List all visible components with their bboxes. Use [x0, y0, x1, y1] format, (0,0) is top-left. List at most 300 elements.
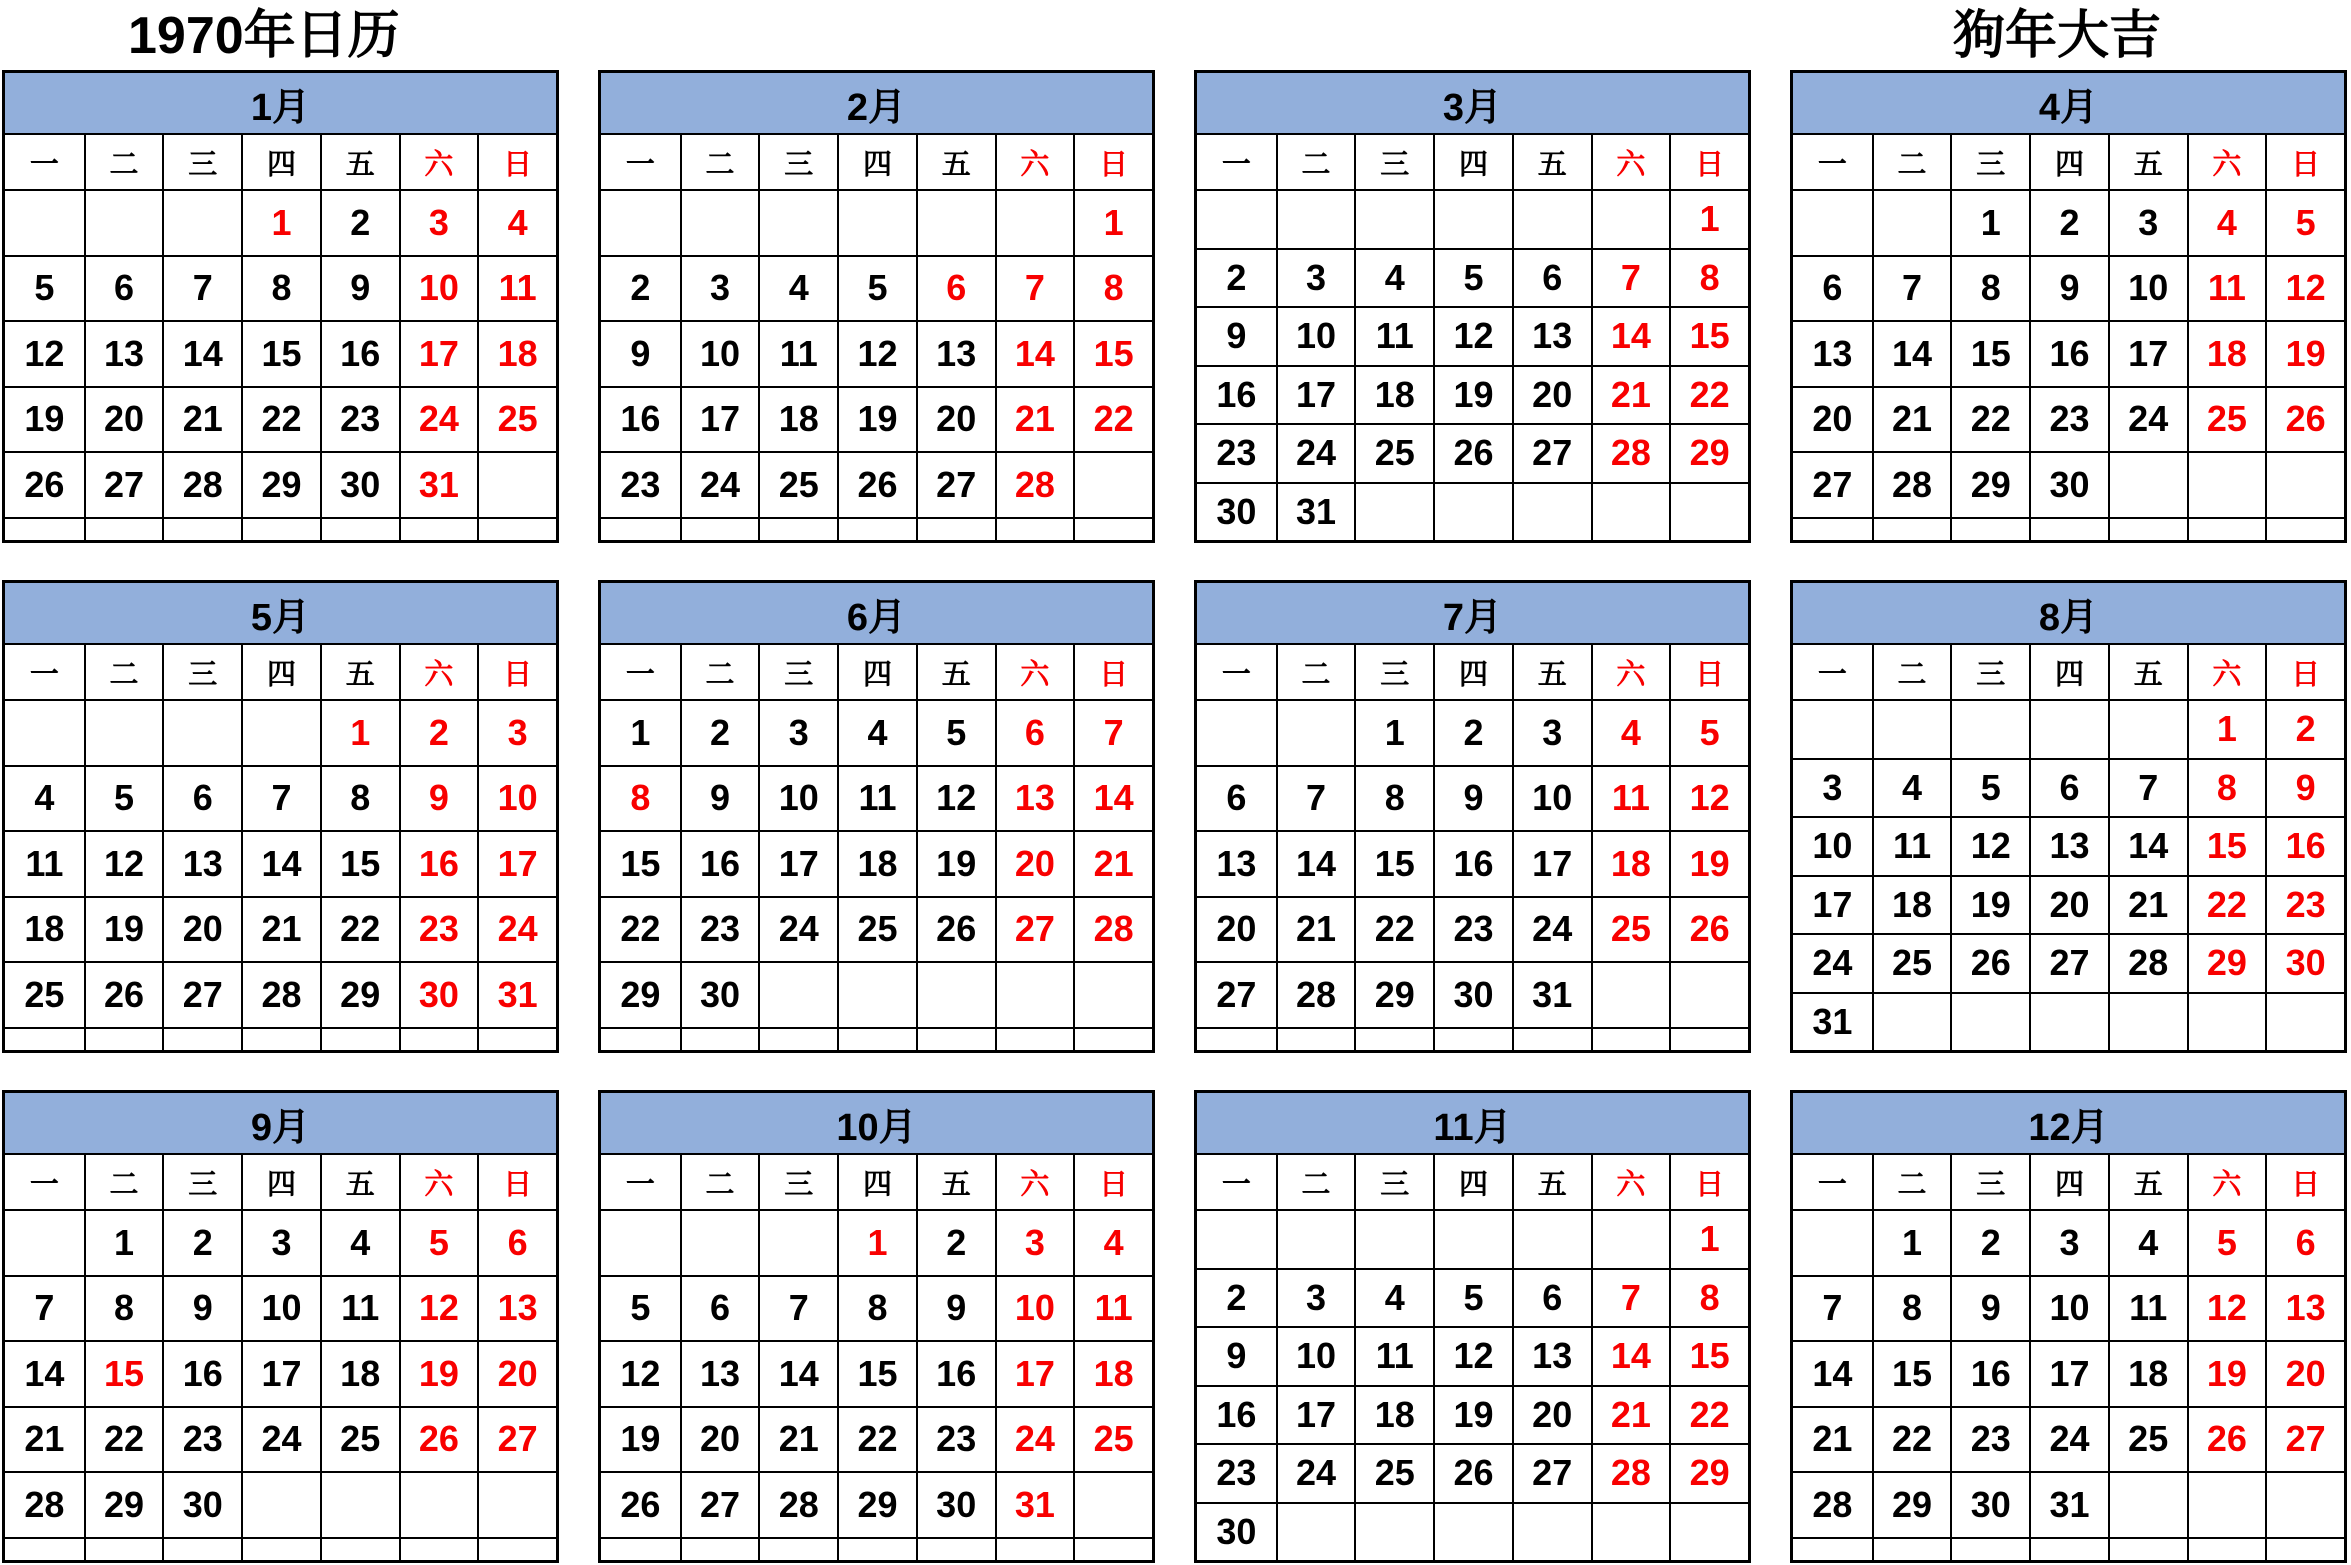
- date-cell-7月-3: 3: [1512, 699, 1591, 765]
- date-cell-empty: [1512, 482, 1591, 541]
- date-cell-6月-3: 3: [758, 699, 837, 765]
- date-cell-empty: [916, 1537, 995, 1561]
- date-cell-3月-7: 7: [1591, 248, 1670, 307]
- date-cell-8月-7: 7: [2108, 758, 2187, 817]
- date-cell-empty: [2108, 517, 2187, 541]
- date-cell-9月-15: 15: [84, 1340, 163, 1406]
- date-cell-7月-10: 10: [1512, 765, 1591, 831]
- date-cell-6月-1: 1: [601, 699, 680, 765]
- date-cell-1月-26: 26: [5, 451, 84, 517]
- date-cell-empty: [1073, 1471, 1152, 1537]
- weekday-label-五: 五: [1512, 135, 1591, 189]
- date-row: [601, 1340, 1152, 1406]
- date-row: [1197, 1326, 1748, 1385]
- month-11月: [1194, 1090, 1751, 1563]
- date-cell-empty: [1354, 1209, 1433, 1268]
- date-cell-empty: [1591, 961, 1670, 1027]
- date-cell-8月-3: 3: [1793, 758, 1872, 817]
- date-row: [1793, 699, 2344, 758]
- date-cell-10月-13: 13: [680, 1340, 759, 1406]
- date-cell-5月-14: 14: [241, 830, 320, 896]
- date-cell-7月-6: 6: [1197, 765, 1276, 831]
- weekday-label-六: 六: [1591, 645, 1670, 699]
- weekday-label-一: 一: [29, 1168, 59, 1201]
- date-cell-7月-15: 15: [1354, 830, 1433, 896]
- date-cell-7月-11: 11: [1591, 765, 1670, 831]
- date-row: [1197, 896, 1748, 962]
- weekday-label-六: 六: [1591, 1155, 1670, 1209]
- date-cell-empty: [2108, 451, 2187, 517]
- weekday-label-一: 一: [1221, 1168, 1251, 1201]
- month-title: 4月: [1793, 73, 2344, 135]
- month-title: 2月: [601, 73, 1152, 135]
- date-cell-7月-2: 2: [1433, 699, 1512, 765]
- weekday-label-二: 二: [1872, 135, 1951, 189]
- date-cell-empty: [477, 451, 556, 517]
- weekday-label-二: 二: [1276, 1155, 1355, 1209]
- date-cell-empty: [1433, 1209, 1512, 1268]
- date-cell-empty: [5, 517, 84, 541]
- date-cell-empty: [5, 1537, 84, 1561]
- date-cell-2月-28: 28: [995, 451, 1074, 517]
- date-row: [1793, 1471, 2344, 1537]
- date-row: [5, 1027, 556, 1051]
- date-cell-7月-21: 21: [1276, 896, 1355, 962]
- weekday-label-三: 三: [1354, 645, 1433, 699]
- weekday-label-五: 五: [320, 135, 399, 189]
- date-cell-4月-9: 9: [2029, 255, 2108, 321]
- weekday-label-二: 二: [680, 645, 759, 699]
- weekday-label-四: 四: [241, 1155, 320, 1209]
- date-cell-12月-11: 11: [2108, 1275, 2187, 1341]
- date-cell-empty: [399, 517, 478, 541]
- date-cell-empty: [1669, 961, 1748, 1027]
- date-cell-empty: [1073, 1027, 1152, 1051]
- date-cell-12月-31: 31: [2029, 1471, 2108, 1537]
- date-cell-6月-28: 28: [1073, 896, 1152, 962]
- month-title: 1月: [5, 73, 556, 135]
- weekday-label-六: 六: [995, 645, 1074, 699]
- date-cell-8月-30: 30: [2265, 933, 2344, 992]
- date-cell-4月-24: 24: [2108, 386, 2187, 452]
- date-cell-12月-30: 30: [1950, 1471, 2029, 1537]
- date-cell-empty: [601, 1027, 680, 1051]
- date-cell-1月-20: 20: [84, 386, 163, 452]
- date-cell-1月-21: 21: [162, 386, 241, 452]
- date-cell-5月-23: 23: [399, 896, 478, 962]
- date-cell-7月-29: 29: [1354, 961, 1433, 1027]
- date-cell-empty: [320, 1027, 399, 1051]
- date-cell-2月-7: 7: [995, 255, 1074, 321]
- date-row: [1793, 320, 2344, 386]
- date-cell-11月-8: 8: [1669, 1268, 1748, 1327]
- date-cell-empty: [84, 189, 163, 255]
- date-cell-4月-19: 19: [2265, 320, 2344, 386]
- date-cell-2月-17: 17: [680, 386, 759, 452]
- date-cell-10月-28: 28: [758, 1471, 837, 1537]
- date-row: [1197, 961, 1748, 1027]
- weekday-label-六: 六: [995, 135, 1074, 189]
- weekday-label-一: 一: [1817, 148, 1847, 181]
- date-cell-11月-10: 10: [1276, 1326, 1355, 1385]
- date-cell-2月-27: 27: [916, 451, 995, 517]
- date-cell-2月-11: 11: [758, 320, 837, 386]
- month-8月: [1790, 580, 2347, 1053]
- date-cell-1月-30: 30: [320, 451, 399, 517]
- weekday-header-row: [5, 1155, 556, 1209]
- date-cell-4月-27: 27: [1793, 451, 1872, 517]
- date-cell-empty: [995, 517, 1074, 541]
- weekday-label-六: 六: [1591, 135, 1670, 189]
- date-row: [601, 517, 1152, 541]
- date-cell-8月-26: 26: [1950, 933, 2029, 992]
- titlebar: [0, 0, 2351, 70]
- date-cell-12月-19: 19: [2187, 1340, 2266, 1406]
- date-cell-empty: [1073, 1537, 1152, 1561]
- date-cell-6月-11: 11: [837, 765, 916, 831]
- date-cell-empty: [1872, 517, 1951, 541]
- date-cell-empty: [2265, 992, 2344, 1051]
- date-cell-7月-22: 22: [1354, 896, 1433, 962]
- date-cell-9月-4: 4: [320, 1209, 399, 1275]
- date-cell-3月-24: 24: [1276, 423, 1355, 482]
- date-cell-empty: [1197, 699, 1276, 765]
- date-cell-11月-14: 14: [1591, 1326, 1670, 1385]
- date-row: [601, 1406, 1152, 1472]
- date-cell-5月-26: 26: [84, 961, 163, 1027]
- date-cell-3月-5: 5: [1433, 248, 1512, 307]
- date-cell-10月-8: 8: [837, 1275, 916, 1341]
- weekday-label-五: 五: [916, 1155, 995, 1209]
- weekday-label-五: 五: [916, 645, 995, 699]
- date-cell-empty: [916, 189, 995, 255]
- date-cell-9月-2: 2: [162, 1209, 241, 1275]
- date-cell-6月-18: 18: [837, 830, 916, 896]
- date-cell-empty: [680, 189, 759, 255]
- date-cell-4月-3: 3: [2108, 189, 2187, 255]
- date-cell-9月-14: 14: [5, 1340, 84, 1406]
- date-row: [1793, 1406, 2344, 1472]
- date-cell-8月-29: 29: [2187, 933, 2266, 992]
- date-cell-6月-26: 26: [916, 896, 995, 962]
- date-cell-empty: [1433, 1027, 1512, 1051]
- date-cell-12月-21: 21: [1793, 1406, 1872, 1472]
- date-cell-11月-19: 19: [1433, 1385, 1512, 1444]
- date-cell-1月-2: 2: [320, 189, 399, 255]
- date-cell-6月-15: 15: [601, 830, 680, 896]
- date-cell-1月-7: 7: [162, 255, 241, 321]
- date-row: [1793, 255, 2344, 321]
- date-cell-3月-22: 22: [1669, 365, 1748, 424]
- date-cell-3月-3: 3: [1276, 248, 1355, 307]
- date-cell-4月-21: 21: [1872, 386, 1951, 452]
- date-cell-6月-29: 29: [601, 961, 680, 1027]
- date-cell-12月-22: 22: [1872, 1406, 1951, 1472]
- date-cell-empty: [477, 1537, 556, 1561]
- date-cell-5月-27: 27: [162, 961, 241, 1027]
- date-cell-8月-10: 10: [1793, 816, 1872, 875]
- weekday-header-row: [601, 1155, 1152, 1209]
- date-cell-8月-31: 31: [1793, 992, 1872, 1051]
- date-cell-1月-8: 8: [241, 255, 320, 321]
- date-row: [5, 1471, 556, 1537]
- page-title-year: 1970年日历: [128, 7, 400, 65]
- date-cell-5月-30: 30: [399, 961, 478, 1027]
- weekday-label-三: 三: [1354, 135, 1433, 189]
- date-cell-empty: [601, 1537, 680, 1561]
- date-cell-4月-29: 29: [1950, 451, 2029, 517]
- date-cell-12月-6: 6: [2265, 1209, 2344, 1275]
- weekday-header-row: [5, 645, 556, 699]
- weekday-label-三: 三: [1950, 1155, 2029, 1209]
- date-cell-2月-10: 10: [680, 320, 759, 386]
- date-cell-empty: [162, 189, 241, 255]
- weekday-label-六: 六: [399, 135, 478, 189]
- date-cell-empty: [2029, 517, 2108, 541]
- date-cell-empty: [1433, 1502, 1512, 1561]
- weekday-label-四: 四: [2029, 1155, 2108, 1209]
- date-cell-empty: [162, 1537, 241, 1561]
- date-cell-9月-28: 28: [5, 1471, 84, 1537]
- date-cell-8月-21: 21: [2108, 875, 2187, 934]
- date-cell-empty: [241, 1027, 320, 1051]
- date-cell-11月-21: 21: [1591, 1385, 1670, 1444]
- date-cell-9月-21: 21: [5, 1406, 84, 1472]
- date-cell-empty: [2029, 992, 2108, 1051]
- date-cell-12月-18: 18: [2108, 1340, 2187, 1406]
- date-cell-1月-9: 9: [320, 255, 399, 321]
- date-cell-10月-17: 17: [995, 1340, 1074, 1406]
- date-cell-empty: [2265, 451, 2344, 517]
- date-cell-2月-18: 18: [758, 386, 837, 452]
- date-cell-empty: [995, 189, 1074, 255]
- date-cell-5月-12: 12: [84, 830, 163, 896]
- date-row: [1197, 1209, 1748, 1268]
- date-cell-9月-8: 8: [84, 1275, 163, 1341]
- date-cell-4月-20: 20: [1793, 386, 1872, 452]
- weekday-label-一: 一: [625, 148, 655, 181]
- date-cell-empty: [758, 961, 837, 1027]
- date-cell-empty: [5, 189, 84, 255]
- date-cell-8月-11: 11: [1872, 816, 1951, 875]
- date-cell-11月-18: 18: [1354, 1385, 1433, 1444]
- date-cell-empty: [84, 517, 163, 541]
- date-cell-8月-6: 6: [2029, 758, 2108, 817]
- date-cell-3月-10: 10: [1276, 306, 1355, 365]
- date-cell-1月-16: 16: [320, 320, 399, 386]
- date-cell-3月-21: 21: [1591, 365, 1670, 424]
- weekday-label-二: 二: [680, 135, 759, 189]
- date-cell-1月-11: 11: [477, 255, 556, 321]
- date-cell-7月-16: 16: [1433, 830, 1512, 896]
- date-cell-empty: [1276, 189, 1355, 248]
- date-cell-empty: [601, 189, 680, 255]
- weekday-label-五: 五: [1512, 1155, 1591, 1209]
- date-cell-3月-30: 30: [1197, 482, 1276, 541]
- date-cell-4月-10: 10: [2108, 255, 2187, 321]
- date-cell-empty: [1793, 699, 1872, 758]
- date-cell-2月-8: 8: [1073, 255, 1152, 321]
- date-cell-11月-12: 12: [1433, 1326, 1512, 1385]
- date-cell-12月-1: 1: [1872, 1209, 1951, 1275]
- date-cell-empty: [1354, 189, 1433, 248]
- date-row: [601, 189, 1152, 255]
- date-cell-1月-4: 4: [477, 189, 556, 255]
- date-cell-empty: [1872, 189, 1951, 255]
- date-cell-7月-31: 31: [1512, 961, 1591, 1027]
- date-cell-5月-7: 7: [241, 765, 320, 831]
- date-cell-empty: [477, 1471, 556, 1537]
- date-cell-10月-9: 9: [916, 1275, 995, 1341]
- date-cell-12月-23: 23: [1950, 1406, 2029, 1472]
- date-cell-12月-7: 7: [1793, 1275, 1872, 1341]
- weekday-label-二: 二: [84, 1155, 163, 1209]
- date-row: [5, 1340, 556, 1406]
- date-cell-11月-2: 2: [1197, 1268, 1276, 1327]
- date-cell-empty: [1669, 482, 1748, 541]
- date-cell-11月-20: 20: [1512, 1385, 1591, 1444]
- weekday-label-三: 三: [758, 135, 837, 189]
- weekday-label-二: 二: [1276, 645, 1355, 699]
- weekday-label-三: 三: [162, 135, 241, 189]
- date-cell-empty: [1276, 1502, 1355, 1561]
- date-cell-2月-1: 1: [1073, 189, 1152, 255]
- date-cell-8月-22: 22: [2187, 875, 2266, 934]
- date-cell-6月-16: 16: [680, 830, 759, 896]
- weekday-label-一: 一: [29, 148, 59, 181]
- date-cell-empty: [84, 1027, 163, 1051]
- date-cell-6月-13: 13: [995, 765, 1074, 831]
- date-cell-10月-11: 11: [1073, 1275, 1152, 1341]
- date-cell-8月-27: 27: [2029, 933, 2108, 992]
- date-cell-empty: [837, 189, 916, 255]
- date-cell-12月-4: 4: [2108, 1209, 2187, 1275]
- date-cell-empty: [2265, 1471, 2344, 1537]
- date-cell-empty: [477, 517, 556, 541]
- date-cell-2月-24: 24: [680, 451, 759, 517]
- weekday-label-日: 日: [1073, 645, 1152, 699]
- date-cell-6月-17: 17: [758, 830, 837, 896]
- weekday-label-五: 五: [320, 1155, 399, 1209]
- date-row: [1197, 248, 1748, 307]
- date-row: [601, 1209, 1152, 1275]
- month-title: 6月: [601, 583, 1152, 645]
- date-cell-6月-12: 12: [916, 765, 995, 831]
- date-cell-empty: [2029, 1537, 2108, 1561]
- weekday-label-三: 三: [1950, 645, 2029, 699]
- weekday-label-四: 四: [241, 645, 320, 699]
- date-cell-1月-13: 13: [84, 320, 163, 386]
- date-cell-10月-24: 24: [995, 1406, 1074, 1472]
- date-cell-2月-5: 5: [837, 255, 916, 321]
- date-cell-11月-1: 1: [1669, 1209, 1748, 1268]
- date-cell-12月-29: 29: [1872, 1471, 1951, 1537]
- date-cell-5月-2: 2: [399, 699, 478, 765]
- date-cell-3月-17: 17: [1276, 365, 1355, 424]
- date-cell-6月-7: 7: [1073, 699, 1152, 765]
- date-cell-empty: [1512, 1502, 1591, 1561]
- weekday-header-row: [601, 645, 1152, 699]
- date-cell-5月-20: 20: [162, 896, 241, 962]
- date-cell-10月-20: 20: [680, 1406, 759, 1472]
- date-cell-7月-25: 25: [1591, 896, 1670, 962]
- date-cell-11月-30: 30: [1197, 1502, 1276, 1561]
- date-cell-4月-11: 11: [2187, 255, 2266, 321]
- date-cell-3月-6: 6: [1512, 248, 1591, 307]
- date-row: [1197, 699, 1748, 765]
- date-cell-empty: [758, 1027, 837, 1051]
- weekday-label-三: 三: [162, 645, 241, 699]
- date-row: [601, 386, 1152, 452]
- date-cell-3月-11: 11: [1354, 306, 1433, 365]
- date-cell-8月-14: 14: [2108, 816, 2187, 875]
- date-cell-9月-6: 6: [477, 1209, 556, 1275]
- date-cell-6月-23: 23: [680, 896, 759, 962]
- date-cell-empty: [1793, 1537, 1872, 1561]
- date-cell-6月-9: 9: [680, 765, 759, 831]
- date-cell-7月-17: 17: [1512, 830, 1591, 896]
- date-cell-empty: [1276, 1209, 1355, 1268]
- date-cell-3月-15: 15: [1669, 306, 1748, 365]
- date-cell-10月-21: 21: [758, 1406, 837, 1472]
- date-cell-9月-19: 19: [399, 1340, 478, 1406]
- date-cell-3月-8: 8: [1669, 248, 1748, 307]
- date-cell-1月-24: 24: [399, 386, 478, 452]
- weekday-label-一: 一: [625, 1168, 655, 1201]
- date-cell-9月-16: 16: [162, 1340, 241, 1406]
- date-cell-3月-23: 23: [1197, 423, 1276, 482]
- date-cell-10月-3: 3: [995, 1209, 1074, 1275]
- date-cell-3月-26: 26: [1433, 423, 1512, 482]
- weekday-label-二: 二: [1276, 135, 1355, 189]
- date-cell-5月-4: 4: [5, 765, 84, 831]
- date-cell-1月-18: 18: [477, 320, 556, 386]
- date-cell-empty: [1433, 189, 1512, 248]
- month-5月: [2, 580, 559, 1053]
- date-cell-6月-21: 21: [1073, 830, 1152, 896]
- date-cell-1月-25: 25: [477, 386, 556, 452]
- date-cell-empty: [995, 1537, 1074, 1561]
- date-cell-4月-15: 15: [1950, 320, 2029, 386]
- date-cell-12月-25: 25: [2108, 1406, 2187, 1472]
- date-row: [601, 1537, 1152, 1561]
- date-cell-2月-14: 14: [995, 320, 1074, 386]
- date-cell-7月-4: 4: [1591, 699, 1670, 765]
- date-cell-1月-19: 19: [5, 386, 84, 452]
- date-cell-empty: [2108, 1471, 2187, 1537]
- weekday-label-六: 六: [399, 645, 478, 699]
- date-cell-6月-25: 25: [837, 896, 916, 962]
- weekday-label-四: 四: [2029, 645, 2108, 699]
- date-cell-1月-1: 1: [241, 189, 320, 255]
- date-cell-2月-20: 20: [916, 386, 995, 452]
- weekday-label-日: 日: [1073, 135, 1152, 189]
- date-cell-11月-3: 3: [1276, 1268, 1355, 1327]
- date-cell-7月-27: 27: [1197, 961, 1276, 1027]
- date-cell-4月-16: 16: [2029, 320, 2108, 386]
- date-row: [5, 320, 556, 386]
- date-cell-1月-5: 5: [5, 255, 84, 321]
- date-cell-11月-6: 6: [1512, 1268, 1591, 1327]
- date-cell-6月-24: 24: [758, 896, 837, 962]
- weekday-label-一: 一: [29, 658, 59, 691]
- weekday-label-六: 六: [2187, 645, 2266, 699]
- date-cell-2月-25: 25: [758, 451, 837, 517]
- date-cell-4月-4: 4: [2187, 189, 2266, 255]
- date-cell-empty: [601, 1209, 680, 1275]
- date-cell-7月-20: 20: [1197, 896, 1276, 962]
- date-cell-5月-6: 6: [162, 765, 241, 831]
